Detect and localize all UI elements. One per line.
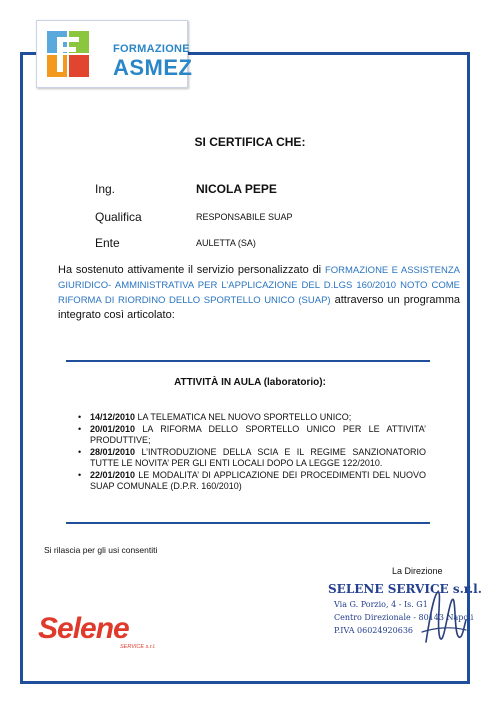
list-item xyxy=(78,446,426,470)
stamp-piva: P.IVA 06024920636 xyxy=(334,626,414,635)
activity-date: 28/01/2010 xyxy=(90,446,136,457)
certificate-paragraph xyxy=(58,263,460,322)
divider-top xyxy=(66,360,430,362)
activity-text: L’INTRODUZIONE DELLA SCIA E IL REGIME SANZIONATORIO TUTTE LE NOVITA’ PER GLI ENTI LOCALI DOPO LA LEGGE 122/2010. xyxy=(90,446,426,468)
bullet-icon: • xyxy=(78,423,82,434)
selene-logo-word: Selene xyxy=(38,612,129,645)
activity-date: 20/01/2010 xyxy=(90,423,136,434)
direction-label: La Direzione xyxy=(392,566,443,576)
logo-line-asmez: ASMEZ xyxy=(113,55,193,80)
formazione-asmez-logo xyxy=(36,20,193,88)
bullet-icon: • xyxy=(78,412,82,422)
bullet-icon: • xyxy=(78,446,82,457)
stamp-address-line-1: Via G. Porzio, 4 - Is. G1 xyxy=(334,600,428,609)
activity-text: LA TELEMATICA NEL NUOVO SPORTELLO UNICO; xyxy=(135,412,352,422)
stamp-address-line-2: Centro Direzionale - 80143 Napoli xyxy=(334,613,474,622)
field-value-qualifica: RESPONSABILE SUAP xyxy=(196,212,293,222)
field-label-ente: Ente xyxy=(95,236,120,250)
activity-text: LA RIFORMA DELLO SPORTELLO UNICO PER LE ATTIVITA’ PRODUTTIVE; xyxy=(90,423,426,445)
field-value-name: NICOLA PEPE xyxy=(196,182,277,196)
bullet-icon: • xyxy=(78,469,82,480)
paragraph-highlight: FORMAZIONE E ASSISTENZA GIURIDICO- AMMINISTRATIVA PER L’APPLICAZIONE DEL D.LGS 160/2010 NOTO COME RIFORMA DI RIORDINO DELLO SPORTELLO UNICO (SUAP) xyxy=(58,265,460,306)
paragraph-text-1: Ha sostenuto attivamente il servizio personalizzato di xyxy=(58,264,325,276)
release-note: Si rilascia per gli usi consentiti xyxy=(44,545,158,555)
activities-list xyxy=(78,412,426,493)
list-item xyxy=(78,423,426,447)
selene-logo-sub: SERVICE s.r.l. xyxy=(120,644,156,650)
list-item xyxy=(78,412,426,424)
activities-title: ATTIVITÀ IN AULA (laboratorio): xyxy=(174,377,326,388)
field-label-qualifica: Qualifica xyxy=(95,210,142,224)
activity-date: 14/12/2010 xyxy=(90,412,136,422)
paragraph-text-2: attraverso un programma integrato così articolato: xyxy=(58,294,460,321)
field-value-ente: AULETTA (SA) xyxy=(196,238,256,248)
certificate-title: SI CERTIFICA CHE: xyxy=(194,135,306,149)
logo-line-formazione: FORMAZIONE xyxy=(113,43,190,55)
stamp-company-name: SELENE SERVICE s.r.l. xyxy=(328,582,482,596)
signature-icon xyxy=(420,586,468,648)
activity-text: LE MODALITA’ DI APPLICAZIONE DEI PROCEDIMENTI DEL NUOVO SUAP COMUNALE (D.P.R. 160/2010) xyxy=(90,469,426,491)
asmez-logo-icon xyxy=(45,29,91,79)
activity-date: 22/01/2010 xyxy=(90,469,136,480)
list-item xyxy=(78,469,426,493)
divider-bottom xyxy=(66,522,430,524)
selene-service-logo xyxy=(38,612,156,650)
field-label-ing: Ing. xyxy=(95,182,116,196)
